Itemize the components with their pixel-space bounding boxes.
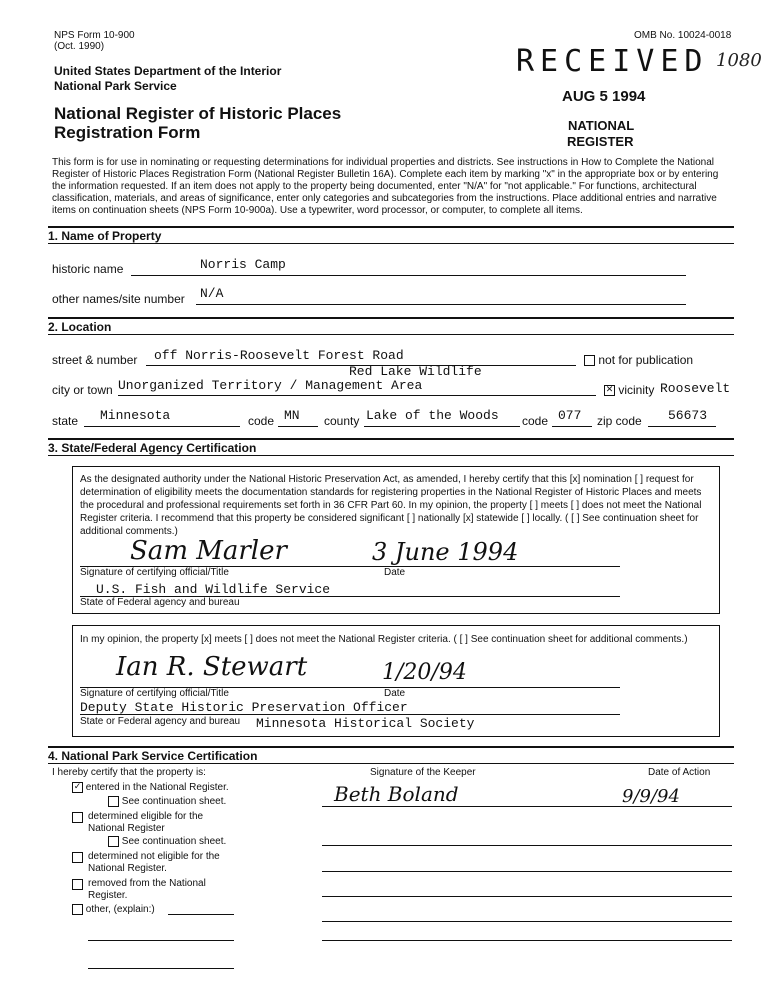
date-of-action-label: Date of Action (648, 767, 711, 778)
section-4-heading: 4. National Park Service Certification (48, 746, 734, 763)
vicinity-checkbox[interactable]: ✕ (605, 385, 614, 396)
agency-value: U.S. Fish and Wildlife Service (96, 582, 331, 597)
second-agency-label: State or Federal agency and bureau (80, 716, 241, 727)
handwritten-number: 1080 (716, 50, 762, 71)
second-signature: Ian R. Stewart (116, 652, 308, 682)
zip-line (648, 426, 716, 427)
vicinity: ✕ vicinity (605, 383, 655, 397)
city-value-line1: Red Lake Wildlife (349, 364, 482, 379)
form-title-line1: National Register of Historic Places (54, 104, 342, 123)
second-signature-label: Signature of certifying official/Title (80, 688, 229, 699)
section-2-heading: 2. Location (48, 317, 734, 334)
option-entered: ✓ entered in the National Register. (73, 782, 229, 794)
entered-checkbox[interactable]: ✓ (73, 782, 82, 792)
opinion-text: In my opinion, the property [x] meets [ ] does not meet the National Register criteria. ( [ ] See continuation sheet for additional comments.) (80, 634, 688, 645)
certifying-signature: Sam Marler (130, 536, 287, 566)
county-label: county (324, 414, 360, 428)
section-3-heading: 3. State/Federal Agency Certification (48, 438, 734, 455)
keeper-line-5 (322, 921, 732, 922)
keeper-line-2 (322, 845, 732, 846)
historic-name-label: historic name (52, 262, 124, 276)
certification-text: As the designated authority under the National Historic Preservation Act, as amended, I hereby certify that this [x] nomination [ ] request for determination of eligibility meets the documentation standards for registering properties in the National Register of Historic Places and meets the procedural and professional requirements set forth in 36 CFR Part 60. In my opinion, the property [ ] meets [ ] does not meet the National Register criteria. I recommend that this property be considered significant [ ] nationally [x] statewide [ ] locally. ( [ ] See continuation sheet for additional comments.) (80, 474, 702, 537)
option-entered-continuation: See continuation sheet. (108, 796, 226, 807)
instructions: This form is for use in nominating or requesting determinations for individual properties and districts. See instructions in How to Complete the National Register of Historic Places Registration Form (National Register Bulletin 16A). Complete each item by marking "x" in the appropriate box or by entering the information requested. If an item does not apply to the property being documented, enter "N/A" for "not applicable." For functions, architectural classification, materials, and areas of significance, enter only categories and subcategories from the instructions. Place additional entries and narrative items on continuation sheets (NPS Form 10-900a). Use a typewriter, word processor, or computer, to complete all items. (52, 157, 719, 216)
stamp-date: AUG 5 1994 (562, 88, 646, 105)
county-line (364, 426, 520, 427)
keeper-label: Signature of the Keeper (370, 767, 476, 778)
historic-name-line (131, 275, 686, 276)
removed-checkbox[interactable] (72, 879, 83, 890)
city-label: city or town (52, 383, 113, 397)
option-eligible-label: determined eligible for the National Register (88, 811, 204, 834)
option-other: other, (explain:) (72, 904, 155, 915)
street-label: street & number (52, 353, 138, 367)
section-1-heading: 1. Name of Property (48, 226, 734, 243)
keeper-line-3 (322, 871, 732, 872)
certify-label: I hereby certify that the property is: (52, 767, 206, 778)
stamp-register: REGISTER (567, 134, 634, 149)
state-value: Minnesota (100, 408, 171, 423)
city-value-line2: Unorganized Territory / Management Area (118, 378, 423, 393)
option-eligible (72, 812, 83, 823)
option-removed (72, 879, 83, 890)
other-explain-field[interactable] (168, 914, 234, 915)
county-code-line (552, 426, 592, 427)
other-checkbox[interactable] (72, 904, 83, 915)
state-label: state (52, 414, 79, 428)
form-number: NPS Form 10-900 (54, 30, 135, 41)
second-official-title: Deputy State Historic Preservation Officer (80, 700, 408, 715)
city-line (118, 395, 596, 396)
not-eligible-checkbox[interactable] (72, 852, 83, 863)
department: United States Department of the Interior (54, 64, 282, 78)
not-for-publication: not for publication (584, 353, 693, 367)
form-date: (Oct. 1990) (54, 41, 105, 52)
second-agency-value: Minnesota Historical Society (256, 716, 475, 731)
option-not-eligible-label: determined not eligible for the National Register. (88, 851, 220, 874)
option-not-eligible (72, 852, 83, 863)
zip-value: 56673 (668, 408, 708, 423)
other-line-3 (88, 968, 234, 969)
street-value: off Norris-Roosevelt Forest Road (154, 348, 404, 363)
state-code-label: code (248, 414, 275, 428)
second-agency-line (80, 714, 620, 715)
keeper-line-6 (322, 940, 732, 941)
other-line-2 (88, 940, 234, 941)
received-stamp: RECEIVED (516, 44, 709, 79)
agency-label: State of Federal agency and bureau (80, 597, 240, 608)
zip-label: zip code (597, 414, 642, 428)
state-code-value: MN (284, 408, 300, 423)
omb-number: OMB No. 10024-0018 (634, 30, 732, 41)
continuation-checkbox-2[interactable] (108, 836, 119, 847)
state-code-line (278, 426, 318, 427)
county-code-value: 077 (558, 408, 582, 423)
certifying-date: 3 June 1994 (372, 538, 519, 566)
continuation-checkbox-1[interactable] (108, 796, 119, 807)
historic-name-value: Norris Camp (200, 257, 286, 272)
second-date: 1/20/94 (382, 660, 467, 685)
county-code-label: code (522, 414, 549, 428)
keeper-signature: Beth Boland (334, 782, 459, 806)
option-eligible-continuation: See continuation sheet. (108, 836, 226, 847)
eligible-checkbox[interactable] (72, 812, 83, 823)
other-names-value: N/A (200, 286, 224, 301)
other-names-label: other names/site number (52, 292, 185, 306)
county-value: Lake of the Woods (366, 408, 499, 423)
option-removed-label: removed from the National Register. (88, 878, 206, 901)
keeper-line-4 (322, 896, 732, 897)
action-date: 9/9/94 (622, 786, 680, 807)
form-title-line2: Registration Form (54, 123, 201, 142)
stamp-national: NATIONAL (568, 118, 635, 133)
second-date-label: Date (384, 688, 406, 699)
date-label: Date (384, 567, 406, 578)
signature-label: Signature of certifying official/Title (80, 567, 229, 578)
other-names-line (196, 304, 686, 305)
vicinity-value: Roosevelt (660, 381, 731, 396)
keeper-line-1 (322, 806, 732, 807)
not-for-publication-checkbox[interactable] (584, 355, 595, 366)
service: National Park Service (54, 79, 177, 93)
state-line (84, 426, 240, 427)
